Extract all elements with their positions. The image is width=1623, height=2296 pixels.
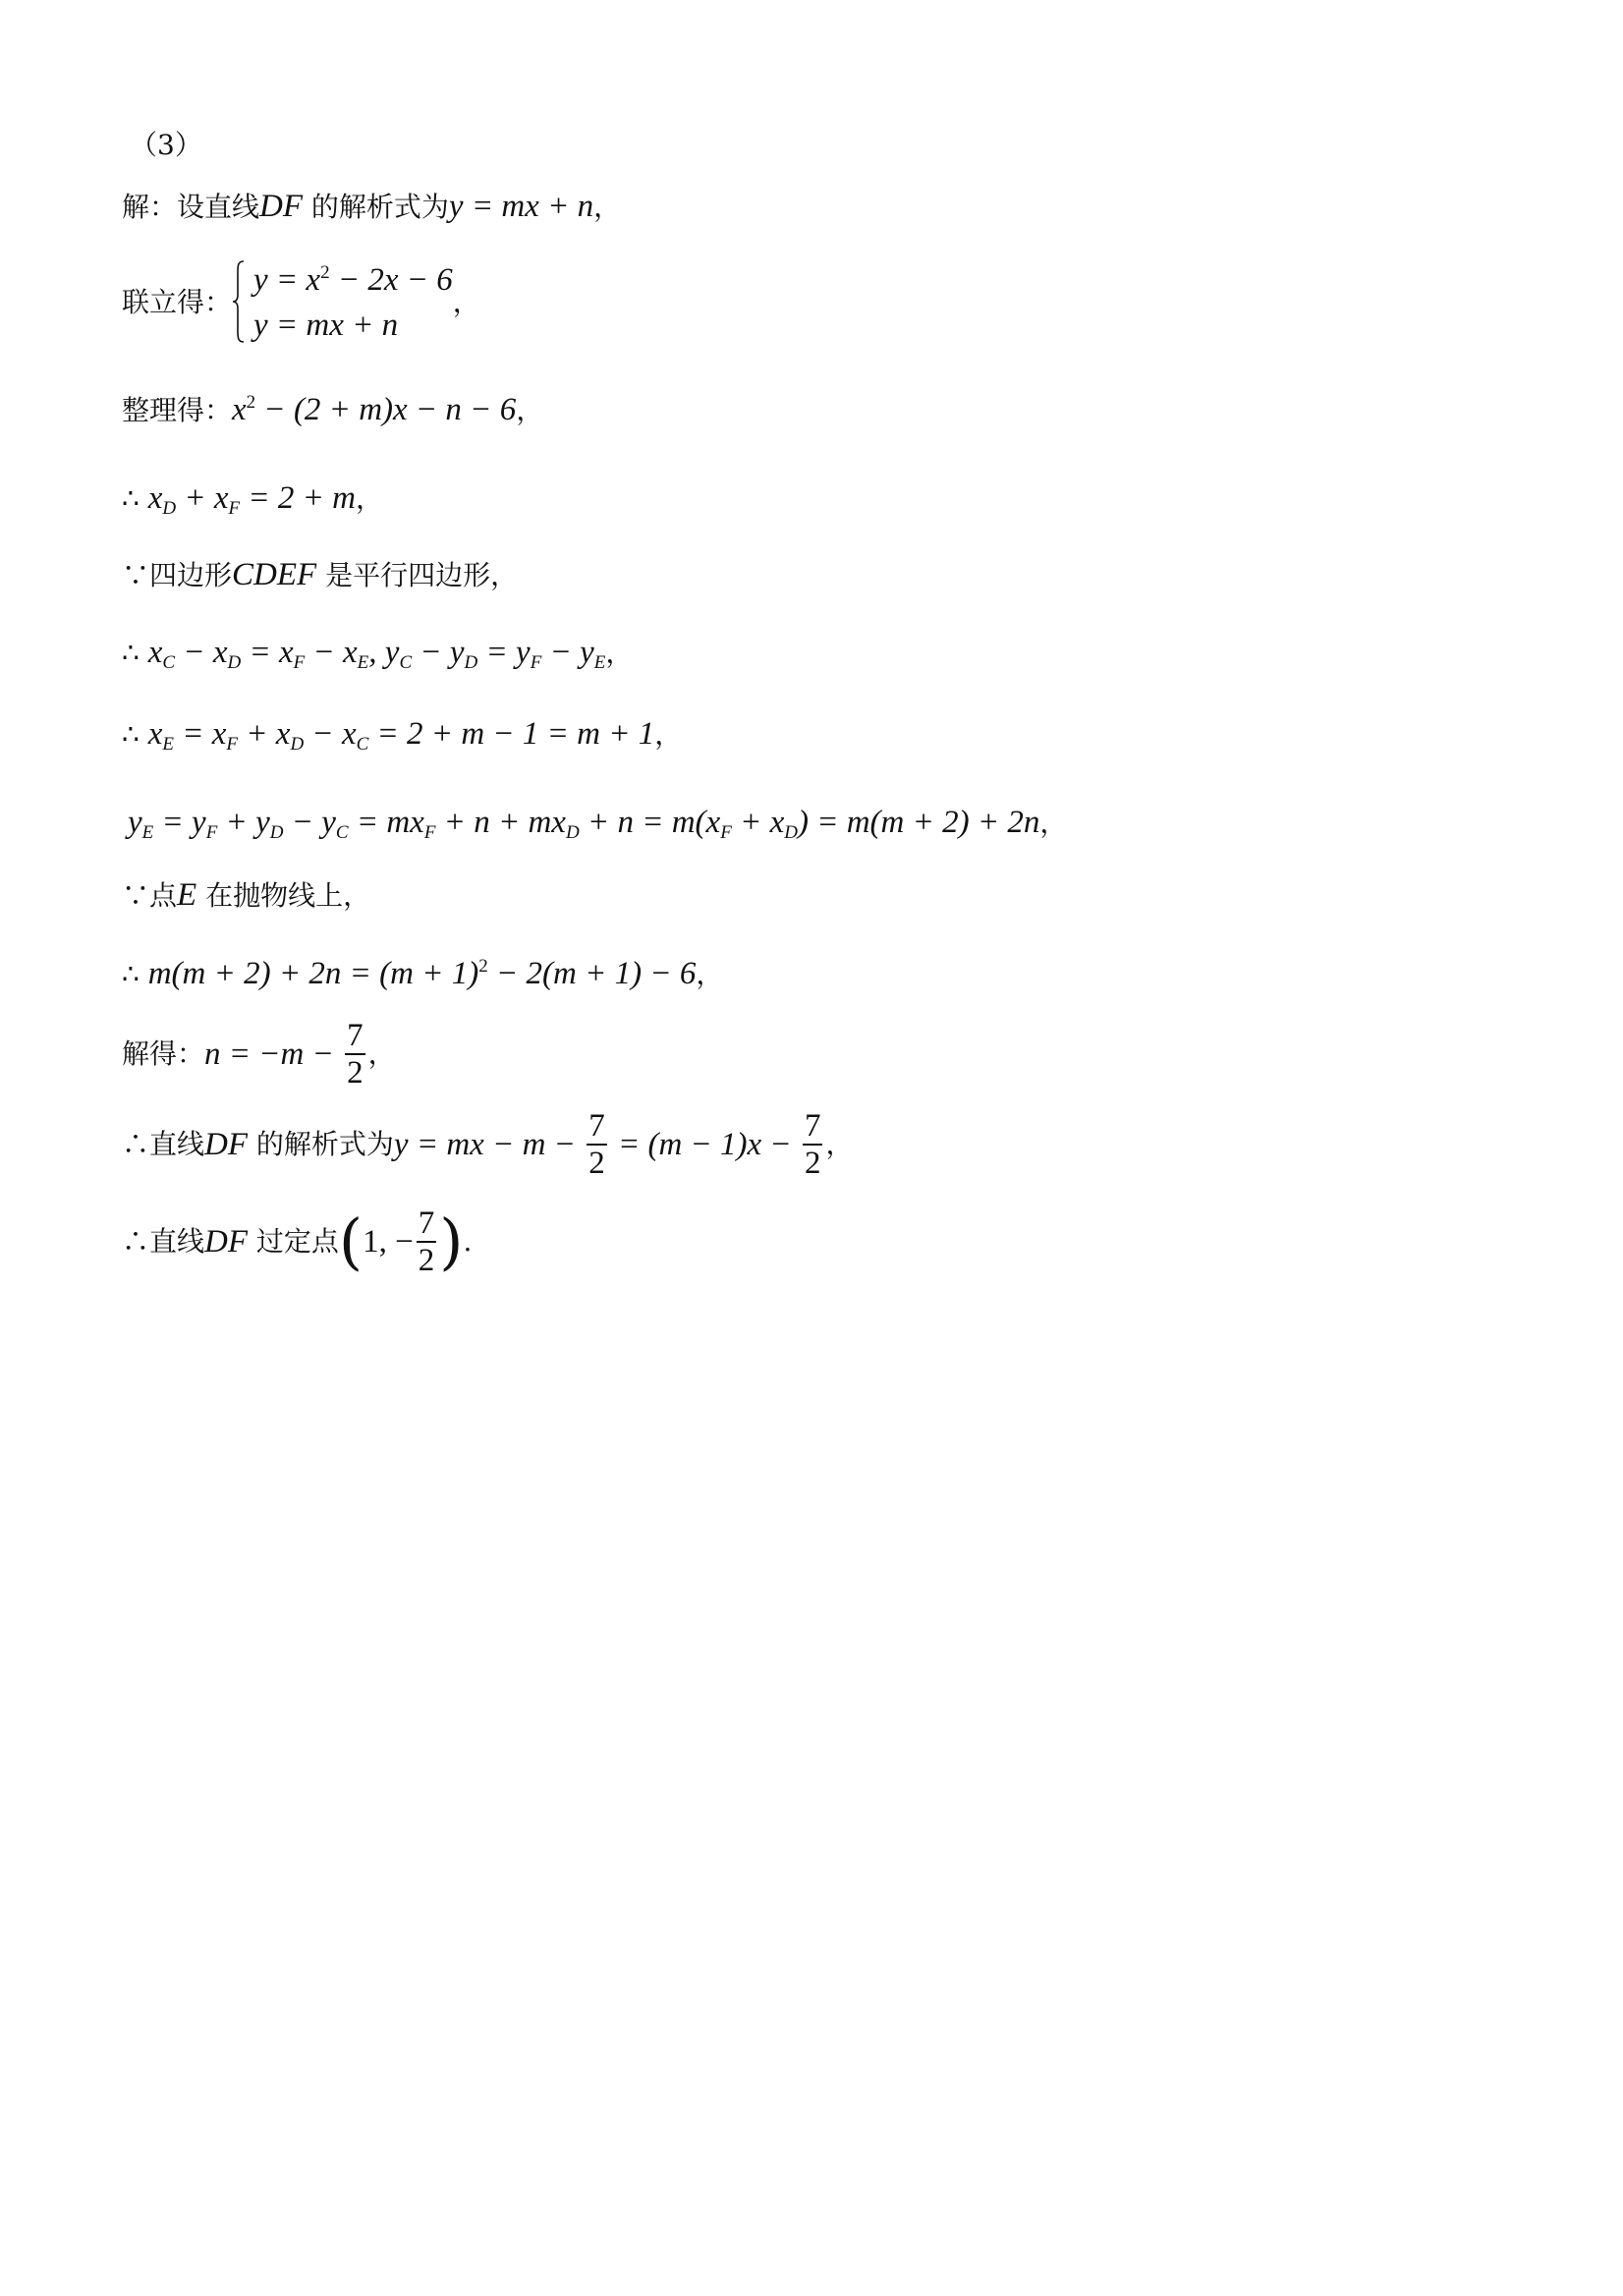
math: DF (204, 1127, 249, 1162)
text: 联立得： (122, 286, 233, 318)
punct: ， (696, 958, 724, 990)
punct: ， (367, 1037, 396, 1070)
fraction: $\frac{7}{2}$ (347, 1018, 364, 1091)
equation: $x^2 - (2 + m)x - n - 6$ (232, 392, 517, 427)
punct: ， (356, 482, 384, 515)
solution-line-12 (122, 1108, 853, 1181)
math: DF (204, 1224, 249, 1260)
therefore-symbol: ∴ (122, 718, 148, 751)
solution-line-13 (122, 1205, 472, 1278)
solution-line-11 (122, 1018, 396, 1091)
punct: ， (654, 718, 683, 751)
math: E (177, 877, 197, 913)
solution-line-3 (122, 390, 543, 430)
part-label: （3） (130, 129, 202, 161)
solution-line-4 (122, 478, 383, 519)
equation: $x_D + x_F = 2 + m$ (147, 480, 357, 519)
punct: ， (452, 286, 480, 318)
system-row-2: y = mx + n (253, 308, 399, 343)
solution-line-10 (122, 954, 723, 994)
fraction: $\frac{7}{2}$ (804, 1108, 821, 1181)
brace-icon (232, 259, 246, 344)
equation: = (m − 1)x − (609, 1127, 800, 1162)
text: 的解析式为 (303, 191, 449, 223)
equation: y = mx − m − (393, 1127, 585, 1162)
solution-line-8 (128, 803, 1067, 843)
text: 在抛物线上， (196, 879, 371, 912)
punct: ， (1039, 807, 1068, 839)
solution-line-7 (122, 714, 682, 755)
equation: $m(m + 2) + 2n = (m + 1)^2 - 2(m + 1) - 6$ (147, 956, 697, 991)
punct: ， (825, 1128, 854, 1160)
math: CDEF (232, 557, 317, 592)
text: 整理得： (122, 394, 233, 426)
solution-line-9 (122, 875, 370, 916)
paren: ) (439, 1205, 464, 1277)
punct: ， (593, 191, 622, 223)
solution-line-5 (122, 555, 518, 595)
fraction: $\frac{7}{2}$ (588, 1108, 605, 1181)
paren: ( (338, 1205, 364, 1277)
text: ∴直线 (122, 1128, 205, 1160)
text: 解：设直线 (122, 191, 260, 223)
text: ∵四边形 (122, 559, 233, 591)
text: ∴直线 (122, 1225, 205, 1258)
punct: ， (516, 394, 544, 426)
solution-line-1 (122, 187, 621, 227)
system-row-1: $y = x^2 - 2x - 6$ (253, 262, 453, 298)
fraction: $\frac{7}{2}$ (418, 1205, 435, 1278)
punct: ， (605, 637, 634, 669)
text: 是平行四边形， (316, 559, 519, 591)
solution-line-6 (122, 633, 633, 673)
equation: $y_E = y_F + y_D - y_C = mx_F + n + mx_D + n = m(x_F + x_D) = m(m + 2) + 2n$ (128, 805, 1040, 843)
text: ∵点 (122, 879, 178, 912)
therefore-symbol: ∴ (122, 482, 148, 515)
text: 解得： (122, 1037, 205, 1070)
equation: 1, − (363, 1224, 414, 1260)
equation: y = mx + n (448, 189, 594, 224)
therefore-symbol: ∴ (122, 637, 148, 669)
equation: $x_E = x_F + x_D - x_C = 2 + m - 1 = m + 1$ (147, 716, 655, 755)
solution-line-2 (122, 257, 480, 348)
text: 过定点 (248, 1225, 339, 1258)
equation: n = −m − (204, 1036, 343, 1072)
equation: $x_C - x_D = x_F - x_E$, $y_C - y_D = y_F - y_E$ (147, 635, 606, 673)
equation-system (232, 257, 453, 348)
math: DF (259, 189, 304, 224)
therefore-symbol: ∴ (122, 958, 148, 990)
text: 的解析式为 (248, 1128, 394, 1160)
punct: . (463, 1225, 473, 1258)
